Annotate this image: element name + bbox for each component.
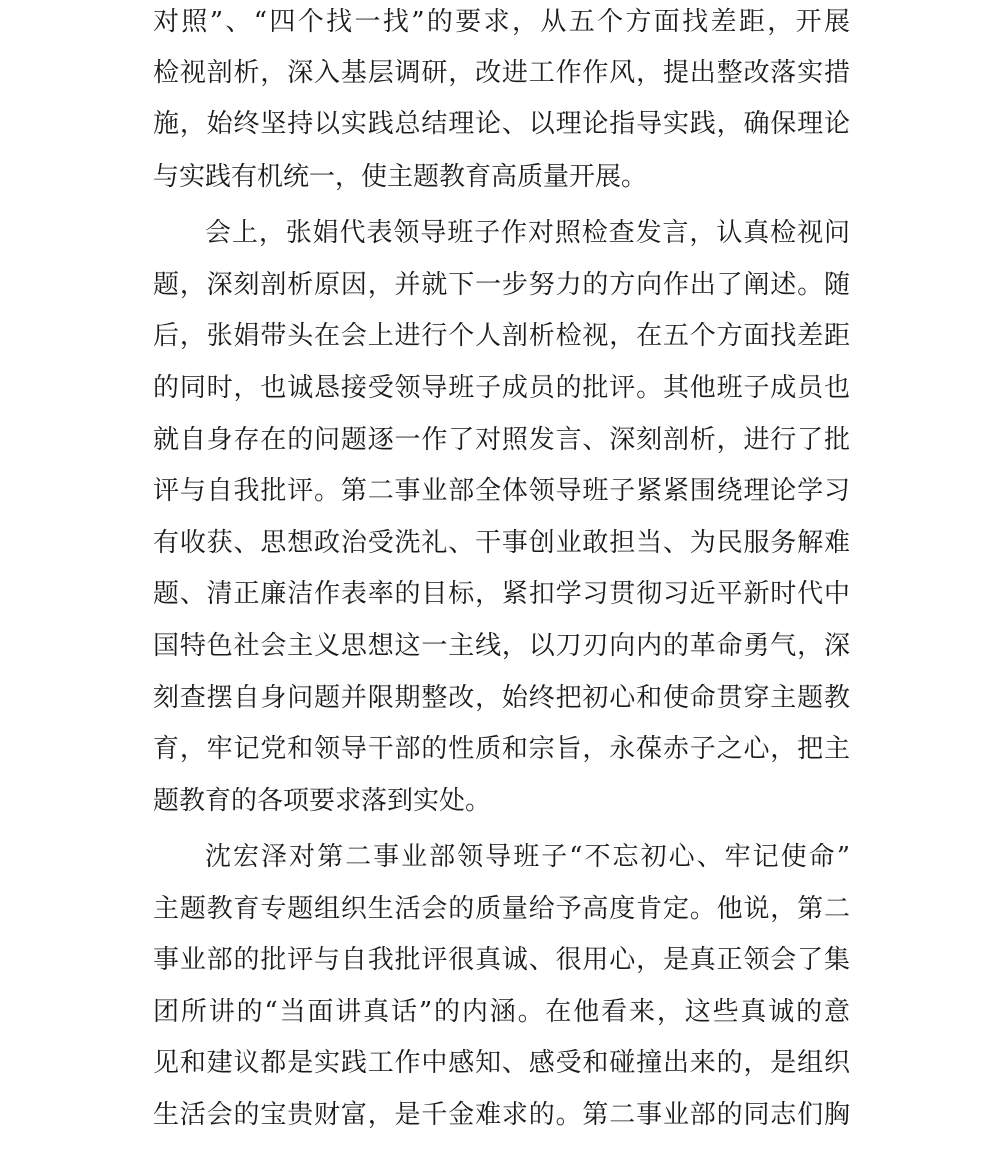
text-line: 对照”、“四个找一找”的要求，从五个方面找差距，开展 [153,7,850,37]
text-line: 刻查摆自身问题并限期整改，始终把初心和使命贯穿主题教 [153,683,850,713]
text-line: 题教育的各项要求落到实处。 [153,786,492,816]
text-line: 题、清正廉洁作表率的目标，紧扣学习贯彻习近平新时代中 [153,579,850,609]
text-line: 的同时，也诚恳接受领导班子成员的批评。其他班子成员也 [153,373,850,403]
text-line: 题，深刻剖析原因，并就下一步努力的方向作出了阐述。随 [153,270,850,300]
text-line: 国特色社会主义思想这一主线，以刀刃向内的革命勇气，深 [153,631,850,661]
text-line: 施，始终坚持以实践总结理论、以理论指导实践，确保理论 [153,109,850,139]
text-line: 事业部的批评与自我批评很真诚、很用心，是真正领会了集 [153,945,850,975]
text-line: 团所讲的“当面讲真话”的内涵。在他看来，这些真诚的意 [153,997,850,1027]
text-line: 育，牢记党和领导干部的性质和宗旨，永葆赤子之心，把主 [153,734,850,764]
text-line: 生活会的宝贵财富，是千金难求的。第二事业部的同志们胸 [153,1100,850,1130]
text-line: 与实践有机统一，使主题教育高质量开展。 [153,162,648,192]
text-line: 主题教育专题组织生活会的质量给予高度肯定。他说，第二 [153,894,850,924]
text-line: 后，张娟带头在会上进行个人剖析检视，在五个方面找差距 [153,321,850,351]
text-line: 就自身存在的问题逐一作了对照发言、深刻剖析，进行了批 [153,425,850,455]
paragraph-first-line: 沈宏泽对第二事业部领导班子“不忘初心、牢记使命” [205,842,850,872]
text-line: 评与自我批评。第二事业部全体领导班子紧紧围绕理论学习 [153,476,850,506]
text-line: 检视剖析，深入基层调研，改进工作作风，提出整改落实措 [153,58,850,88]
text-line: 见和建议都是实践工作中感知、感受和碰撞出来的，是组织 [153,1048,850,1078]
paragraph-first-line: 会上，张娟代表领导班子作对照检查发言，认真检视问 [205,218,850,248]
text-line: 有收获、思想政治受洗礼、干事创业敢担当、为民服务解难 [153,528,850,558]
